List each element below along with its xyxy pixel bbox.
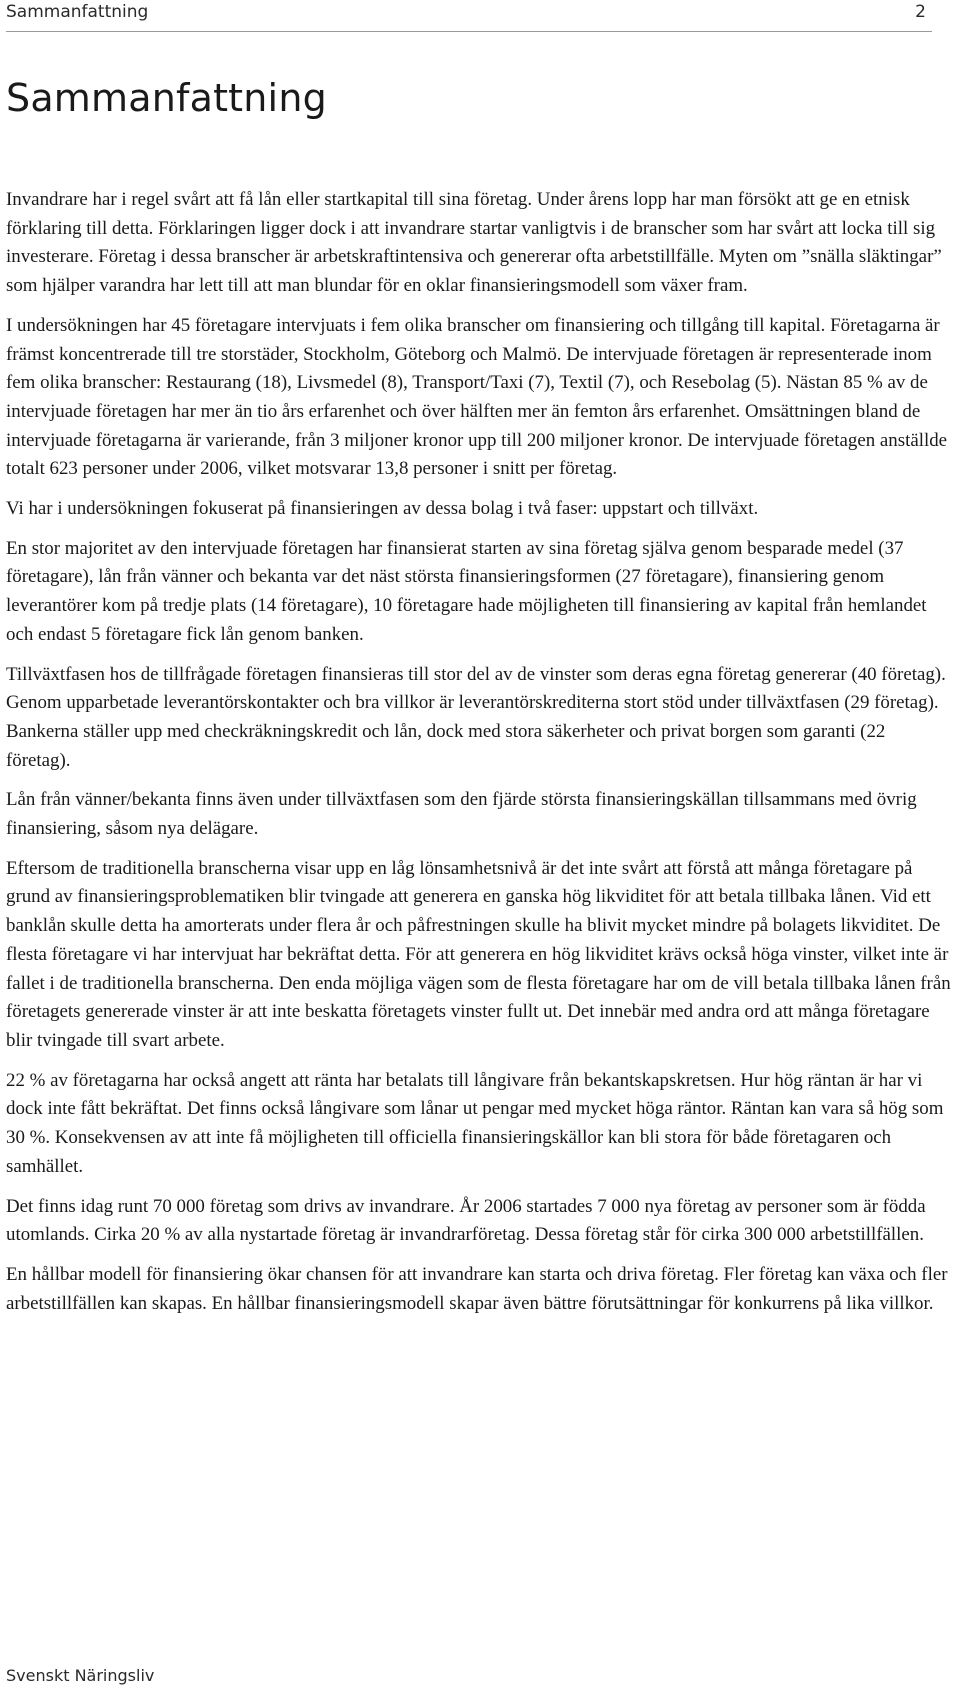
- page-title: Sammanfattning: [6, 76, 327, 120]
- body-text: [6, 186, 951, 1329]
- paragraph: En stor majoritet av den intervjuade företagen har finansierat starten av sina företag själva genom besparade medel (37 företagare), lån från vänner och bekanta var det näst största finansieringsformen (27 företagare), finansiering genom leverantörer kom på tredje plats (14 företagare), 10 företagare hade möjligheten till finansiering av kapital från hemlandet och endast 5 företagare fick lån genom banken.: [6, 537, 927, 645]
- paragraph: Invandrare har i regel svårt att få lån eller startkapital till sina företag. Under årens lopp har man försökt att ge en etnisk förklaring till detta. Förklaringen ligger dock i att invandrare startar vanligtvis i de branscher som har svårt att locka till sig investerare. Företag i dessa branscher är arbetskraftintensiva och genererar ofta arbetstillfälle. Myten om ”snälla släktingar” som hjälper varandra har lett till att man blundar för en oklar finansieringsmodell som växer fram.: [6, 189, 942, 297]
- paragraph: En hållbar modell för finansiering ökar chansen för att invandrare kan starta och driva företag. Fler företag kan växa och fler arbetstillfällen kan skapas. En hållbar finansieringsmodell skapar även bättre förutsättningar för konkurrens på lika villkor.: [6, 1263, 948, 1314]
- running-header: [6, 0, 932, 32]
- running-header-title: Sammanfattning: [6, 2, 149, 22]
- paragraph: Vi har i undersökningen fokuserat på finansieringen av dessa bolag i två faser: uppstart och tillväxt.: [6, 498, 759, 520]
- paragraph: Lån från vänner/bekanta finns även under tillväxtfasen som den fjärde största finansieringskällan tillsammans med övrig finansiering, såsom nya delägare.: [6, 789, 917, 840]
- page-number: 2: [915, 2, 926, 22]
- paragraph: Eftersom de traditionella branscherna visar upp en låg lönsamhetsnivå är det inte svårt att förstå att många företagare på grund av finansieringsproblematiken blir tvingade att generera en ganska hög likviditet för att betala tillbaka lånen. Vid ett banklån skulle detta ha amorterats under flera år och påfrestningen skulle ha blivit mycket mindre på bolagets likviditet. De flesta företagare vi har intervjuat har bekräftat detta. För att generera en hög likviditet krävs också höga vinster, vilket inte är fallet i de traditionella branscherna. Den enda möjliga vägen som de flesta företagare har om de vill betala tillbaka lånen från företagets genererade vinster är att inte beskatta företagets vinster fullt ut. Det innebär med andra ord att många företagare blir tvingade till svart arbete.: [6, 857, 951, 1051]
- paragraph: Det finns idag runt 70 000 företag som drivs av invandrare. År 2006 startades 7 000 nya företag av personer som är födda utomlands. Cirka 20 % av alla nystartade företag är invandrarföretag. Dessa företag står för cirka 300 000 arbetstillfällen.: [6, 1195, 926, 1246]
- running-footer-publisher: Svenskt Näringsliv: [6, 1666, 155, 1685]
- paragraph: Tillväxtfasen hos de tillfrågade företagen finansieras till stor del av de vinster som deras egna företag genererar (40 företag). Genom upparbetade leverantörskontakter och bra villkor är leverantörskrediterna stort stöd under tillväxtfasen (29 företag). Bankerna ställer upp med checkräkningskredit och lån, dock med stora säkerheter och privat borgen som garanti (22 företag).: [6, 663, 946, 771]
- paragraph: 22 % av företagarna har också angett att ränta har betalats till långivare från bekantskapskretsen. Hur hög räntan är har vi dock inte fått bekräftat. Det finns också långivare som lånar ut pengar med mycket höga räntor. Räntan kan vara så hög som 30 %. Konsekvensen av att inte få möjligheten till officiella finansieringskällor kan bli stora för både företagaren och samhället.: [6, 1069, 944, 1177]
- paragraph: I undersökningen har 45 företagare intervjuats i fem olika branscher om finansiering och tillgång till kapital. Företagarna är främst koncentrerade till tre storstäder, Stockholm, Göteborg och Malmö. De intervjuade företagen är representerade inom fem olika branscher: Restaurang (18), Livsmedel (8), Transport/Taxi (7), Textil (7), och Resebolag (5). Nästan 85 % av de intervjuade företagen har mer än tio års erfarenhet och över hälften mer än femton års erfarenhet. Omsättningen bland de intervjuade företagarna är varierande, från 3 miljoner kronor upp till 200 miljoner kronor. De intervjuade företagen anställde totalt 623 personer under 2006, vilket motsvarar 13,8 personer i snitt per företag.: [6, 314, 948, 480]
